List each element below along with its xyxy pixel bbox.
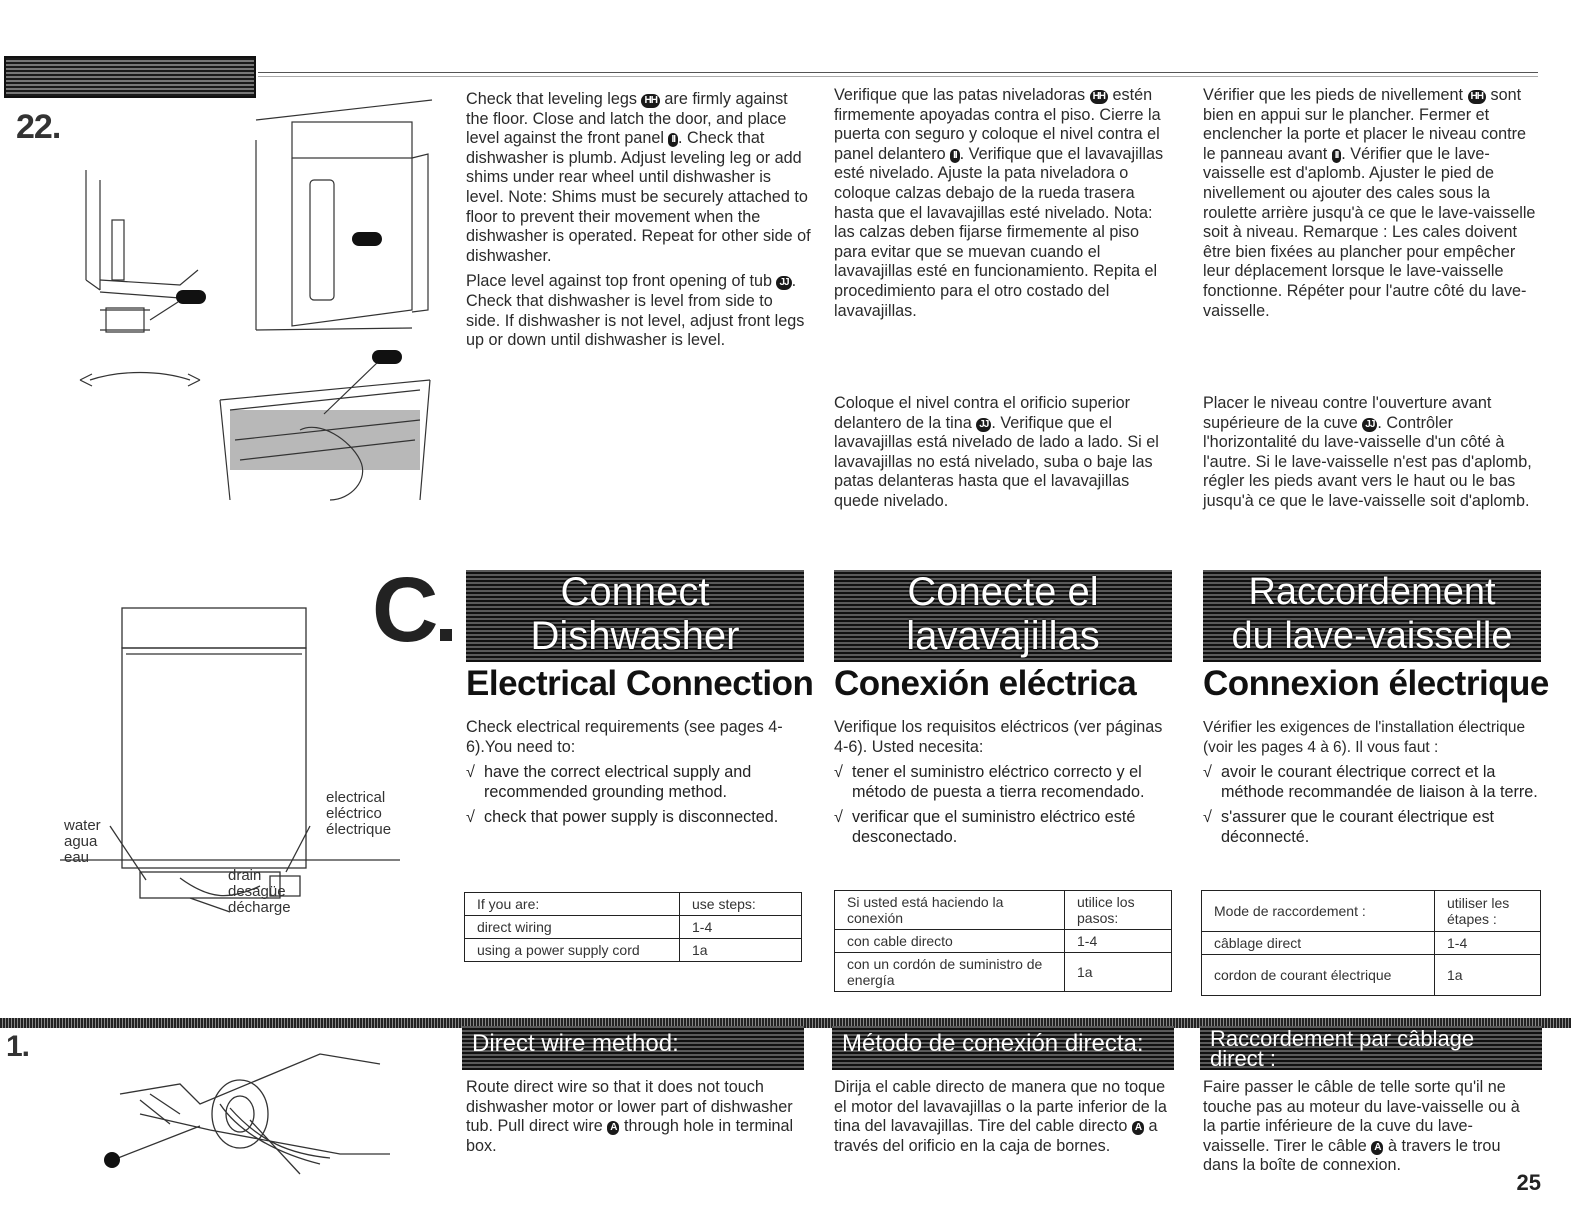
electrical-english (466, 718, 811, 834)
text-segment: Coloque el nivel contra el orificio superior delantero de la tina (834, 394, 1131, 432)
steps-table-french (1201, 890, 1541, 996)
text-segment: . Vérifier que le lave-vaisselle est d'aplomb. Ajuster le pied de nivellement ou ajouter des cales sous la roulette arrière jusqu'à ce que le lave-vaisselle soit à niveau. Remarque : Les cales doivent être bien fixées au plancher pour empêcher leur déplacement lorsque le lave-vaisselle fonctionne. Répéter pour l'autre côté du lave-vaisselle. (1203, 144, 1536, 320)
electrical-en-intro: Check electrical requirements (see pages 4-6).You need to: (466, 718, 783, 756)
checklist-item: √ have the correct electrical supply and recommended grounding method. (466, 763, 811, 802)
direct-wire-french (1203, 1078, 1533, 1176)
text-segment: Faire passer le câble de telle sorte qu'il ne touche pas au moteur du lave-vaisselle ou à la partie inférieure de la cuve du lave-vaisselle. Tirer le câble (1203, 1078, 1520, 1155)
banner-conecte-lavavajillas (834, 570, 1172, 662)
text-segment: estén firmemente apoyadas contra el piso. Cierre la puerta con seguro y coloque el nivel contra el panel delantero (834, 86, 1161, 163)
text-segment: Verifique que las patas niveladoras (834, 86, 1090, 104)
terminal-box-illustration (90, 1034, 410, 1184)
table-row (465, 916, 802, 939)
electrical-fr-checklist (1203, 763, 1548, 847)
table-row (835, 930, 1172, 953)
steps-table-english (464, 892, 802, 962)
table-row (1202, 932, 1541, 955)
table-cell: Mode de raccordement : (1202, 891, 1435, 932)
callout-badge-a: A (1132, 1121, 1144, 1135)
title-line: direct : (1210, 1046, 1277, 1071)
steps-table-spanish (834, 890, 1172, 992)
direct-wire-es-paragraph (834, 1078, 1174, 1156)
electrical-spanish (834, 718, 1179, 854)
step-22-number: 22. (16, 108, 61, 146)
leveling-es-paragraph-2 (834, 394, 1174, 512)
text-segment: a través del orificio en la caja de bornes. (834, 1117, 1158, 1155)
checklist-item: √ verificar que el suministro eléctrico esté desconectado. (834, 808, 1179, 847)
leveling-french-2 (1203, 394, 1543, 512)
section-letter-text: C (372, 559, 439, 661)
table-cell: Si usted está haciendo la conexión (835, 891, 1065, 930)
banner-line: Raccordement (1248, 571, 1496, 613)
banner-line: Dishwasher (530, 614, 740, 658)
table-cell: 1-4 (1435, 932, 1541, 955)
text-segment: Vérifier que les pieds de nivellement (1203, 86, 1468, 104)
callout-badge-ii: II (1332, 149, 1342, 163)
electrical-en-checklist (466, 763, 811, 828)
label-line: décharge (228, 899, 291, 916)
text-segment: . Check that dishwasher is plumb. Adjust leveling leg or add shims under rear wheel until dishwasher is level. Note: Shims must be securely attached to floor to prevent their movement when the dishwasher is operated. Repeat for other side of dishwasher. (466, 129, 811, 265)
table-cell: 1a (1435, 955, 1541, 996)
step-1-number: 1. (6, 1030, 30, 1063)
callout-badge-a: A (1371, 1141, 1383, 1155)
direct-wire-title-french (1200, 1026, 1542, 1070)
label-line: electrical (326, 789, 386, 806)
label-drain (228, 868, 291, 916)
text-segment: are firmly against the floor. Close and latch the door, and place level against the front panel (466, 90, 788, 148)
leveling-es-paragraph-1 (834, 86, 1174, 321)
table-cell: con un cordón de suministro de energía (835, 953, 1065, 992)
section-letter-dot (440, 629, 452, 641)
leveling-fr-paragraph-2 (1203, 394, 1543, 512)
table-row (835, 891, 1172, 930)
text-segment: . Verifique que el lavavajillas está nivelado de lado a lado. Si el lavavajillas no está nivelado, suba o baje las patas delanteras hasta que el lavavajillas quede nivelado. (834, 413, 1159, 510)
table-row (1202, 955, 1541, 996)
callout-badge-jj: JJ (776, 276, 791, 290)
conexion-electrica-heading: Conexión eléctrica (834, 664, 1137, 703)
text-segment: Dirija el cable directo de manera que no toque el motor del lavavajillas o la parte inferior de la tina del lavavajillas. Tire del cable directo (834, 1078, 1167, 1136)
text-segment: Check that leveling legs (466, 90, 642, 108)
electrical-connection-heading: Electrical Connection (466, 664, 814, 703)
checklist-item: √ avoir le courant électrique correct et la méthode recommandée de liaison à la terre. (1203, 763, 1548, 802)
label-electrical (326, 790, 391, 838)
label-line: drain (228, 867, 262, 884)
table-cell: use steps: (680, 893, 802, 916)
banner-line: Conecte el (907, 570, 1099, 614)
direct-wire-english (466, 1078, 806, 1156)
callout-badge-jj: JJ (976, 418, 991, 432)
text-segment: à travers le trou dans la boîte de connexion. (1203, 1136, 1501, 1175)
leveling-illustration (60, 80, 440, 520)
label-line: électrique (326, 821, 392, 838)
table-cell: con cable directo (835, 930, 1065, 953)
direct-wire-en-paragraph (466, 1078, 806, 1156)
table-cell: direct wiring (465, 916, 680, 939)
callout-badge-hh: HH (641, 94, 659, 108)
table-cell: 1a (1065, 953, 1172, 992)
checklist-item: √ check that power supply is disconnected. (466, 808, 811, 828)
label-water (64, 818, 101, 866)
banner-line: du lave-vaisselle (1231, 615, 1513, 657)
title-line: Raccordement par câblage (1210, 1026, 1475, 1051)
leveling-en-paragraph-2 (466, 272, 811, 350)
callout-badge-hh: HH (1468, 90, 1486, 104)
callout-badge-hh: HH (1090, 90, 1108, 104)
text-segment: Placer le niveau contre l'ouverture avant supérieure de la cuve (1203, 394, 1492, 432)
checklist-item: √ tener el suministro eléctrico correcto y el método de puesta a tierra recomendado. (834, 763, 1179, 802)
table-cell: 1-4 (680, 916, 802, 939)
table-cell: 1-4 (1065, 930, 1172, 953)
table-cell: If you are: (465, 893, 680, 916)
electrical-fr-intro: Vérifier les exigences de l'installation électrique (voir les pages 4 à 6). Il vous faut : (1203, 719, 1526, 756)
direct-wire-title-english: Direct wire method: (462, 1026, 804, 1070)
electrical-es-intro: Verifique los requisitos eléctricos (ver páginas 4-6). Usted necesita: (834, 718, 1163, 756)
label-line: agua (64, 833, 98, 850)
label-line: eau (64, 849, 90, 866)
label-line: water (64, 817, 101, 834)
header-rule (258, 72, 1538, 73)
checklist-item: √ s'assurer que le courant électrique est déconnecté. (1203, 808, 1548, 847)
text-segment: Route direct wire so that it does not touch dishwasher motor or lower part of dishwasher tub. Pull direct wire (466, 1078, 793, 1136)
table-row (1202, 891, 1541, 932)
leveling-french (1203, 86, 1543, 321)
table-row (465, 893, 802, 916)
leveling-spanish-2 (834, 394, 1174, 512)
electrical-french (1203, 718, 1548, 854)
table-row (465, 939, 802, 962)
page-number: 25 (1516, 1170, 1541, 1195)
text-segment: through hole in terminal box. (466, 1117, 794, 1155)
leveling-fr-paragraph-1 (1203, 86, 1543, 321)
table-cell: utilice los pasos: (1065, 891, 1172, 930)
callout-badge-ii: II (668, 133, 678, 147)
banner-connect-dishwasher (466, 570, 804, 662)
direct-wire-fr-paragraph (1203, 1078, 1533, 1176)
table-row (835, 953, 1172, 992)
banner-raccordement (1203, 570, 1541, 662)
direct-wire-title-spanish: Método de conexión directa: (832, 1026, 1174, 1070)
table-cell: cordon de courant électrique (1202, 955, 1435, 996)
text-segment: sont bien en appui sur le plancher. Fermer et enclencher la porte et placer le niveau contre le panneau avant (1203, 86, 1527, 163)
leveling-en-paragraph-1 (466, 90, 811, 266)
leveling-english (466, 90, 811, 351)
label-line: eléctrico (326, 805, 382, 822)
text-segment: . Contrôler l'horizontalité du lave-vaisselle d'un côté à l'autre. Si le lave-vaisselle n'est pas d'aplomb, régler les pieds avant vers le haut ou le bas jusqu'à ce que le lave-vaisselle soit d'aplomb. (1203, 413, 1532, 510)
direct-wire-spanish (834, 1078, 1174, 1156)
label-line: desagüe (228, 883, 286, 900)
table-cell: using a power supply cord (465, 939, 680, 962)
table-cell: utiliser les étapes : (1435, 891, 1541, 932)
header-rule-2 (258, 76, 1538, 77)
banner-line: lavavajillas (906, 614, 1100, 658)
callout-badge-a: A (607, 1121, 619, 1135)
text-segment: . Verifique que el lavavajillas esté nivelado. Ajuste la pata niveladora o coloque calzas debajo de la rueda trasera hasta que el lavavajillas esté nivelado. Nota: las calzas deben fijarse firmemente al piso para evitar que se muevan cuando el lavavajillas esté en funcionamiento. Repita el procedimiento para el otro costado del lavavajillas. (834, 144, 1164, 320)
text-segment: . Check that dishwasher is level from side to side. If dishwasher is not level, adjust front legs up or down until dishwasher is level. (466, 272, 805, 350)
leveling-spanish (834, 86, 1174, 321)
banner-line: Connect (560, 570, 710, 614)
text-segment: Place level against top front opening of tub (466, 272, 777, 291)
callout-badge-jj: JJ (1362, 418, 1377, 432)
callout-badge-ii: II (950, 149, 960, 163)
connexion-electrique-heading: Connexion électrique (1203, 664, 1549, 703)
table-cell: câblage direct (1202, 932, 1435, 955)
table-cell: 1a (680, 939, 802, 962)
electrical-es-checklist (834, 763, 1179, 847)
